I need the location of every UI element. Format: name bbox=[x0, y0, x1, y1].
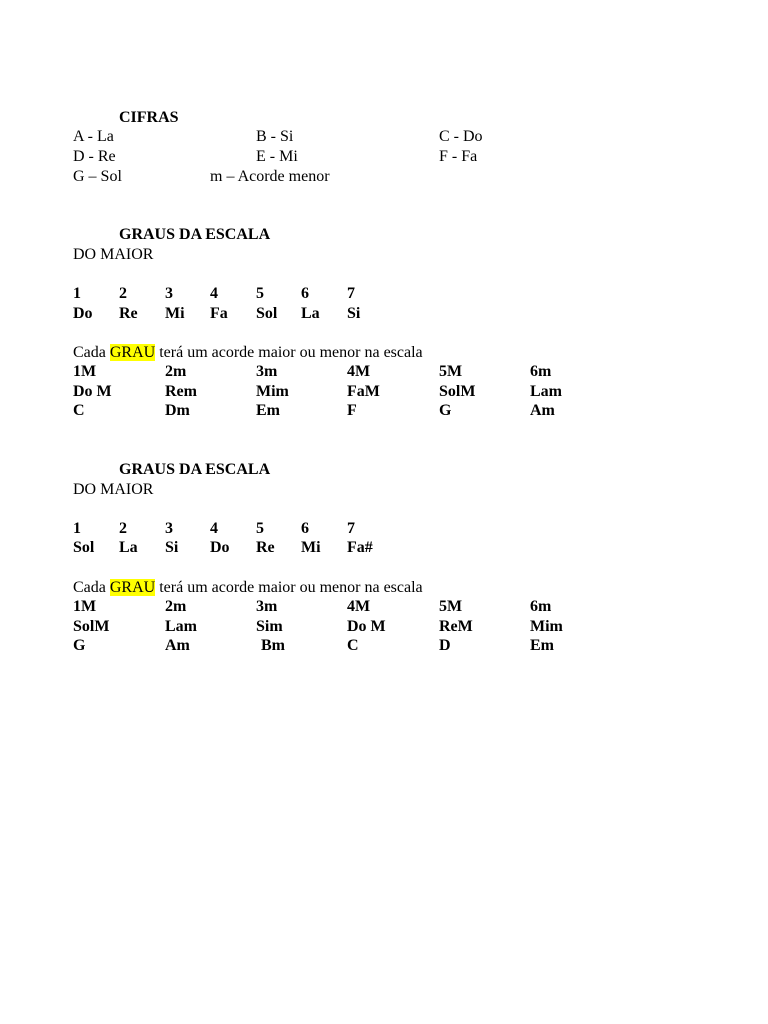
chord-name-cell: Lam bbox=[530, 383, 562, 400]
cifra-d: D - Re bbox=[73, 148, 116, 165]
chord-symbol-cell: Am bbox=[530, 402, 555, 419]
chord-symbol-cell: D bbox=[439, 637, 451, 654]
chord-degree-cell: 5M bbox=[439, 598, 463, 615]
chord-name-cell: SolM bbox=[439, 383, 476, 400]
chord-name-cell: Sim bbox=[256, 618, 283, 635]
chord-name-cell: Mim bbox=[530, 618, 563, 635]
chord-degree-cell: 6m bbox=[530, 598, 552, 615]
note-cell: Re bbox=[119, 305, 138, 322]
degree-cell: 5 bbox=[256, 285, 264, 302]
section-1-sentence bbox=[73, 343, 423, 363]
chord-symbol-cell: Am bbox=[165, 637, 190, 654]
degree-cell: 7 bbox=[347, 520, 355, 537]
chord-degree-cell: 3m bbox=[256, 363, 278, 380]
note-cell: Fa# bbox=[347, 539, 373, 556]
chord-degree-cell: 2m bbox=[165, 598, 187, 615]
sentence-start: Cada bbox=[73, 344, 110, 361]
chord-degree-cell: 5M bbox=[439, 363, 463, 380]
degree-cell: 1 bbox=[73, 520, 81, 537]
degree-cell: 4 bbox=[210, 520, 218, 537]
cifra-g: G – Sol bbox=[73, 168, 122, 185]
chord-name-cell: Rem bbox=[165, 383, 197, 400]
chord-name-cell: Do M bbox=[73, 383, 112, 400]
note-cell: Si bbox=[347, 305, 361, 322]
chord-name-cell: Do M bbox=[347, 618, 386, 635]
chord-degree-cell: 1M bbox=[73, 363, 97, 380]
degree-cell: 2 bbox=[119, 285, 127, 302]
cifra-minor-note: m – Acorde menor bbox=[210, 168, 330, 185]
degree-cell: 6 bbox=[301, 285, 309, 302]
chord-symbol-cell: C bbox=[73, 402, 85, 419]
sentence-end: terá um acorde maior ou menor na escala bbox=[155, 344, 423, 361]
note-cell: Mi bbox=[165, 305, 185, 322]
chord-name-cell: FaM bbox=[347, 383, 380, 400]
note-cell: Mi bbox=[301, 539, 321, 556]
cifra-f: F - Fa bbox=[439, 148, 478, 165]
chord-symbol-cell: G bbox=[439, 402, 452, 419]
degree-cell: 3 bbox=[165, 285, 173, 302]
note-cell: Do bbox=[210, 539, 230, 556]
chord-degree-cell: 4M bbox=[347, 598, 371, 615]
cifra-a: A - La bbox=[73, 128, 114, 145]
chord-symbol-cell: G bbox=[73, 637, 86, 654]
note-cell: Do bbox=[73, 305, 93, 322]
chord-symbol-cell: F bbox=[347, 402, 357, 419]
chord-name-cell: ReM bbox=[439, 618, 473, 635]
chord-degree-cell: 4M bbox=[347, 363, 371, 380]
cifra-e: E - Mi bbox=[256, 148, 298, 165]
chord-symbol-cell: C bbox=[347, 637, 359, 654]
note-cell: La bbox=[119, 539, 138, 556]
chord-symbol-cell: Bm bbox=[261, 637, 285, 654]
note-cell: Si bbox=[165, 539, 179, 556]
degree-cell: 5 bbox=[256, 520, 264, 537]
sentence-end: terá um acorde maior ou menor na escala bbox=[155, 579, 423, 596]
chord-degree-cell: 1M bbox=[73, 598, 97, 615]
degree-cell: 4 bbox=[210, 285, 218, 302]
degree-cell: 6 bbox=[301, 520, 309, 537]
degree-cell: 3 bbox=[165, 520, 173, 537]
note-cell: Re bbox=[256, 539, 275, 556]
note-cell: La bbox=[301, 305, 320, 322]
section-2-heading: GRAUS DA ESCALA bbox=[119, 461, 271, 478]
chord-name-cell: Mim bbox=[256, 383, 289, 400]
chord-symbol-cell: Em bbox=[256, 402, 280, 419]
chord-degree-cell: 2m bbox=[165, 363, 187, 380]
section-2-subheading: DO MAIOR bbox=[73, 481, 154, 498]
note-cell: Sol bbox=[256, 305, 278, 322]
chord-degree-cell: 3m bbox=[256, 598, 278, 615]
degree-cell: 2 bbox=[119, 520, 127, 537]
chord-degree-cell: 6m bbox=[530, 363, 552, 380]
chord-symbol-cell: Em bbox=[530, 637, 554, 654]
cifras-heading: CIFRAS bbox=[119, 109, 179, 126]
cifra-b: B - Si bbox=[256, 128, 294, 145]
degree-cell: 7 bbox=[347, 285, 355, 302]
section-1-subheading: DO MAIOR bbox=[73, 246, 154, 263]
sentence-start: Cada bbox=[73, 579, 110, 596]
chord-symbol-cell: Dm bbox=[165, 402, 190, 419]
highlighted-word: GRAU bbox=[109, 579, 156, 596]
section-2-sentence bbox=[73, 578, 423, 598]
chord-name-cell: SolM bbox=[73, 618, 110, 635]
degree-cell: 1 bbox=[73, 285, 81, 302]
cifra-c: C - Do bbox=[439, 128, 483, 145]
highlighted-word: GRAU bbox=[109, 344, 156, 361]
note-cell: Sol bbox=[73, 539, 95, 556]
chord-name-cell: Lam bbox=[165, 618, 197, 635]
note-cell: Fa bbox=[210, 305, 228, 322]
section-1-heading: GRAUS DA ESCALA bbox=[119, 226, 271, 243]
